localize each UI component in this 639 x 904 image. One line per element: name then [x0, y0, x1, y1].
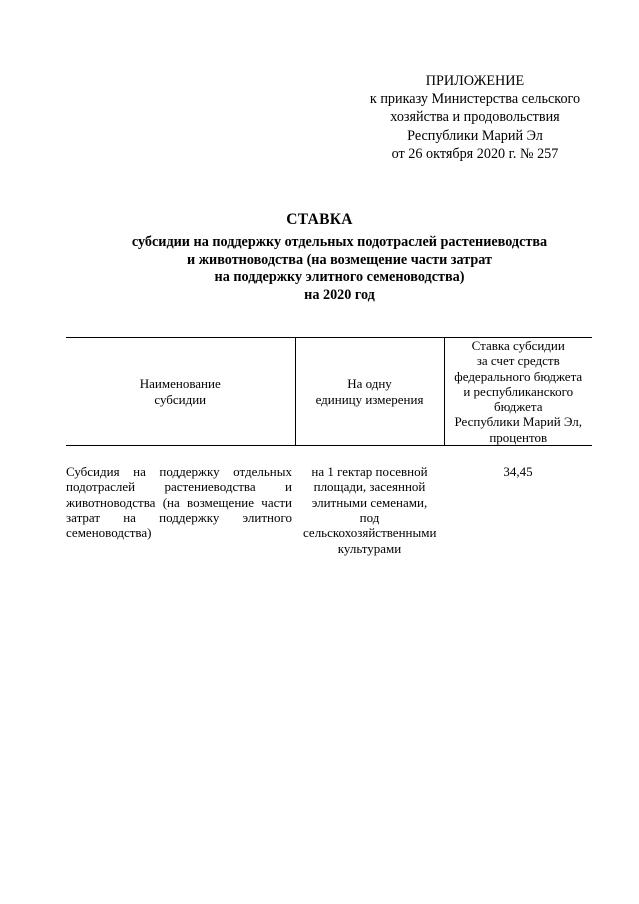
rate-cell: 34,45 — [503, 464, 533, 480]
header-line: На одну — [347, 376, 392, 392]
header-unit — [295, 338, 444, 446]
document-subtitle — [20, 234, 639, 304]
subtitle-line: субсидии на поддержку отдельных подотраслей растениеводства — [131, 234, 548, 250]
subtitle-line: на 2020 год — [304, 286, 375, 303]
header-line: федерального бюджета — [454, 368, 583, 384]
subtitle-line: на поддержку элитного семеноводства) — [214, 269, 465, 285]
approval-date-number: от 26 октября 2020 г. № 257 — [391, 145, 559, 162]
header-line: единицу измерения — [315, 391, 424, 407]
approval-line: Республики Марий Эл — [407, 127, 543, 144]
header-rate — [444, 338, 592, 446]
document-title: СТАВКА — [286, 211, 353, 228]
approval-line: хозяйства и продовольствия — [390, 109, 560, 126]
header-line: Ставка субсидии — [471, 338, 565, 353]
unit-cell: на 1 гектар посевной площади, засеянной элитными семенами, под сельскохозяйственными культурами — [303, 464, 437, 556]
approval-block — [345, 72, 605, 163]
subsidy-rate-table — [66, 337, 592, 556]
table-row — [66, 446, 592, 556]
header-line: субсидии — [154, 391, 207, 407]
subsidy-name-cell: Субсидия на поддержку отдельных подотраслей растениеводства и животноводства (на возмещение части затрат на поддержку элитного семеноводства) — [66, 464, 292, 541]
header-line: за счет средств — [476, 353, 560, 369]
header-line: Наименование — [139, 376, 221, 392]
header-subsidy-name — [66, 338, 295, 446]
header-line: Республики Марий Эл, — [454, 414, 583, 430]
header-line: процентов — [489, 429, 548, 445]
table-header-row — [66, 338, 592, 446]
approval-line: к приказу Министерства сельского — [369, 91, 581, 108]
header-line: и республиканского — [463, 383, 574, 399]
header-line: бюджета — [494, 399, 543, 415]
subtitle-line: и животноводства (на возмещение части затрат — [187, 251, 492, 268]
approval-heading: ПРИЛОЖЕНИЕ — [425, 73, 525, 89]
